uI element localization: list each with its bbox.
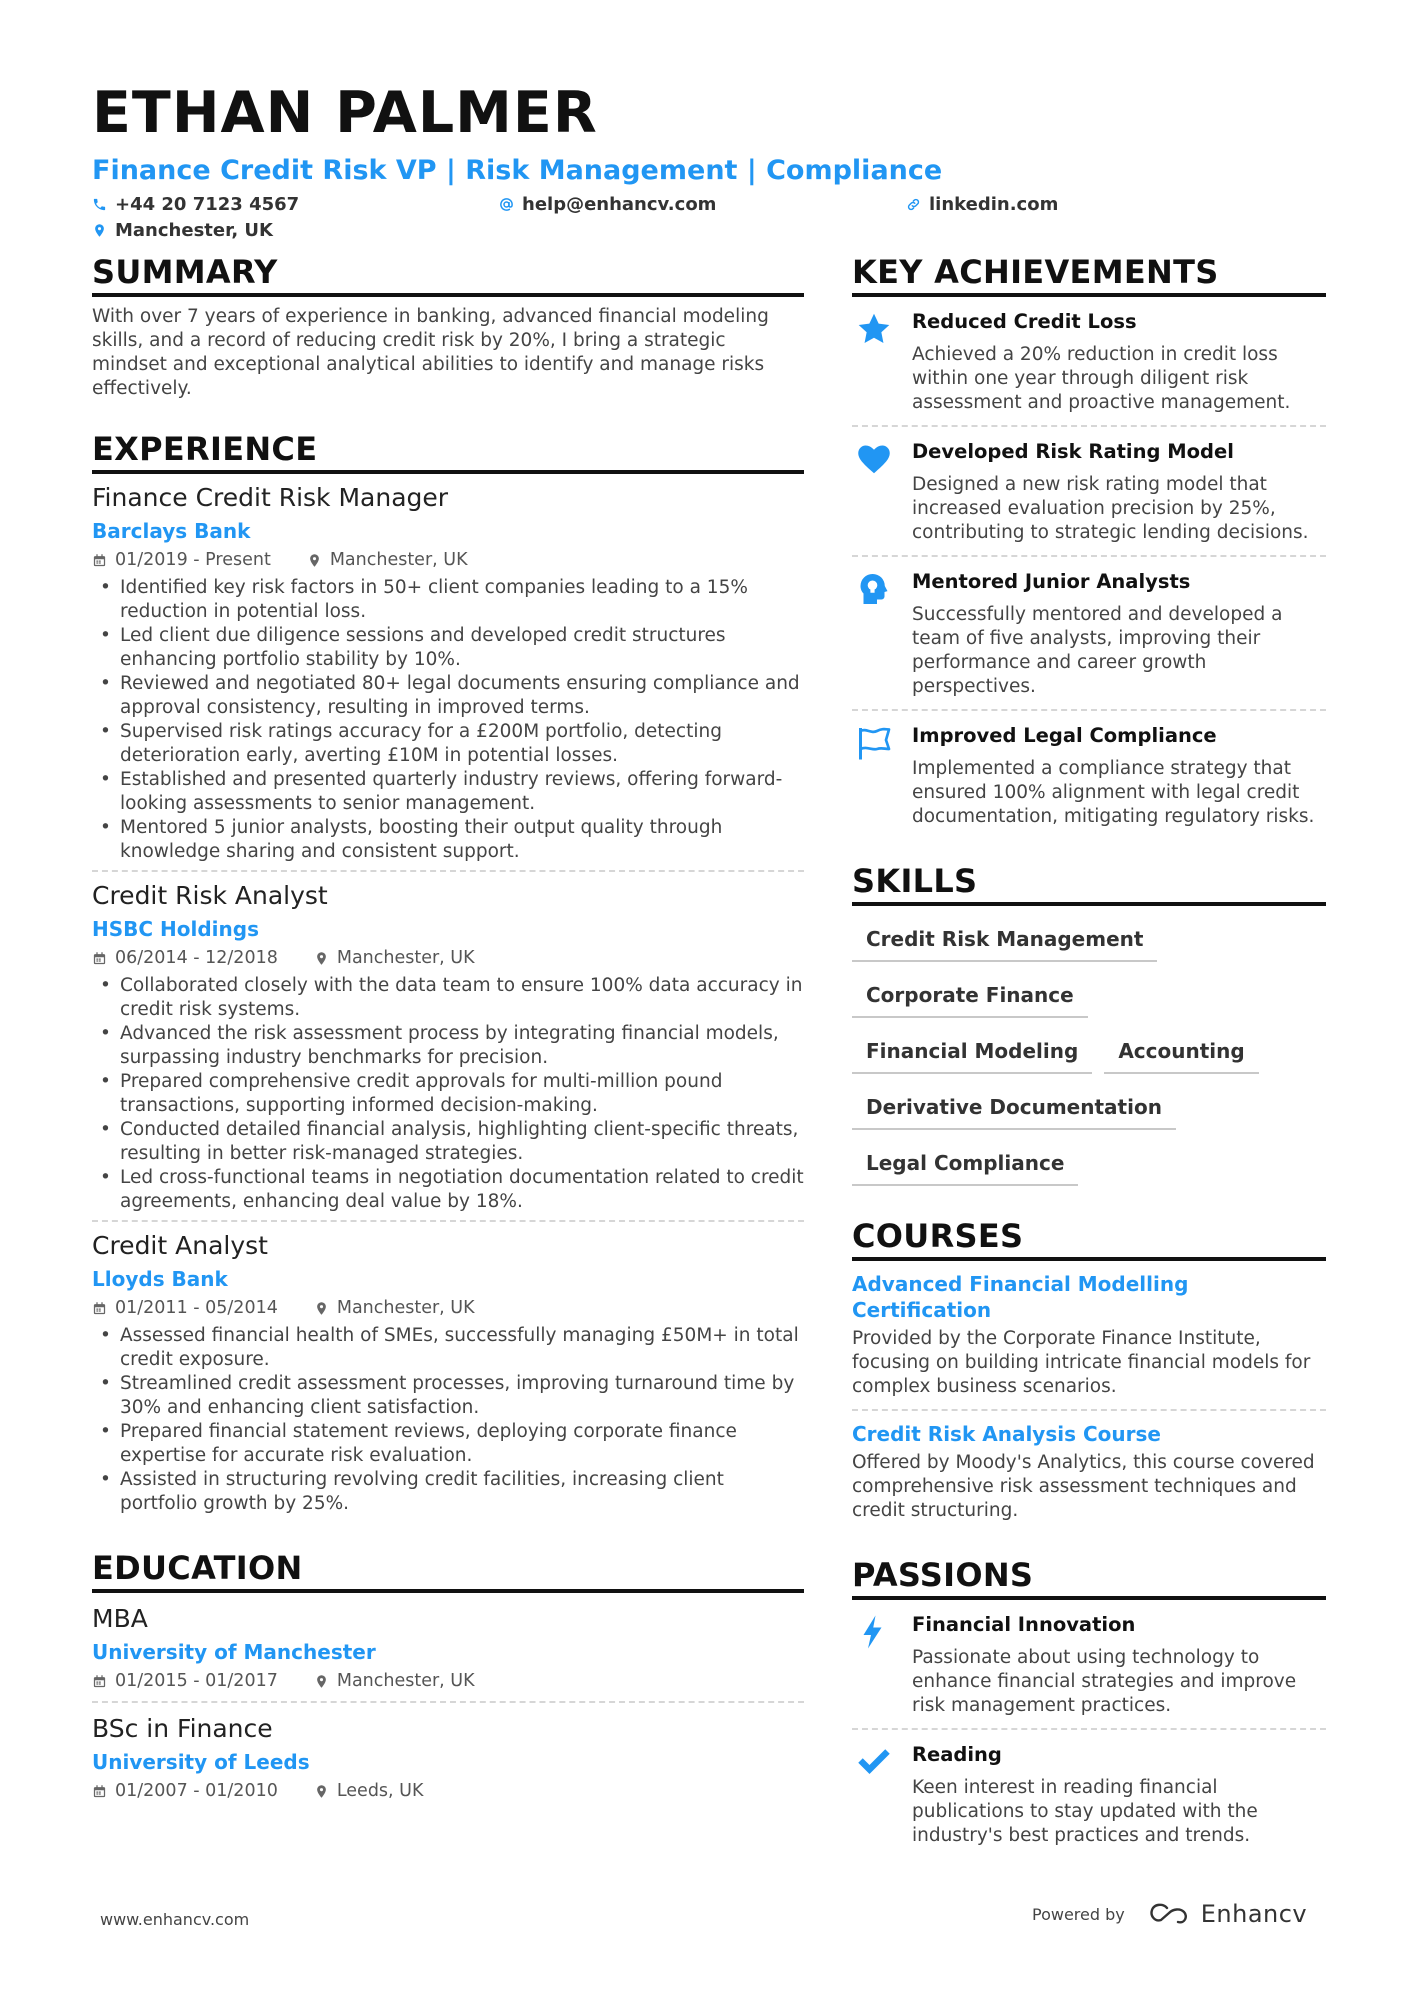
flag-icon <box>852 723 896 829</box>
bullet-item: • Collaborated closely with the data team to ensure 100% data accuracy in credit risk systems. <box>92 974 804 1022</box>
summary-title: SUMMARY <box>92 252 804 297</box>
achievement-desc: Designed a new risk rating model that increased evaluation precision by 25%, contributing to strategic lending decisions. <box>912 474 1309 543</box>
head-idea-icon <box>852 569 896 699</box>
location-pin-icon <box>307 553 322 568</box>
job-company: Barclays Bank <box>92 519 251 543</box>
bullet-item: • Conducted detailed financial analysis, highlighting client-specific threats, resulting in better risk-managed strategies. <box>92 1118 804 1166</box>
achievement-body <box>912 439 1326 545</box>
location-pin-icon <box>314 951 329 966</box>
job-location: Manchester, UK <box>336 948 475 968</box>
courses-section <box>852 1216 1326 1533</box>
job-dates: 01/2011 - 05/2014 <box>115 1298 278 1318</box>
education-location: Manchester, UK <box>336 1671 475 1691</box>
job-company: HSBC Holdings <box>92 917 259 941</box>
achievement-title: Improved Legal Compliance <box>912 724 1217 747</box>
linkedin-text: linkedin.com <box>929 194 1059 215</box>
passions-title: PASSIONS <box>852 1555 1326 1600</box>
bullet-item: • Established and presented quarterly industry reviews, offering forward-looking assessments to senior management. <box>92 768 804 816</box>
job-bullets <box>92 974 804 1214</box>
job-bullets <box>92 1324 804 1516</box>
contact-location <box>92 220 273 241</box>
left-column <box>92 252 804 1833</box>
course-title: Advanced Financial Modelling Certification <box>852 1272 1189 1322</box>
skill-tag: Legal Compliance <box>852 1138 1078 1186</box>
achievement-body <box>912 569 1326 699</box>
summary-text: With over 7 years of experience in banking, advanced financial modeling skills, and a record of reducing credit risk by 20%, I bring a strategic mindset and exceptional analytical abilities to identify and manage risks effectively. <box>92 306 769 399</box>
course-item <box>852 1411 1326 1533</box>
skill-tag: Derivative Documentation <box>852 1082 1176 1130</box>
brand-name: Enhancv <box>1200 1900 1308 1928</box>
headline: Finance Credit Risk VP | Risk Management | Compliance <box>92 155 943 186</box>
job-bullets <box>92 576 804 864</box>
skill-tag: Corporate Finance <box>852 970 1088 1018</box>
achievement-item <box>852 297 1326 427</box>
bullet-item: • Led cross-functional teams in negotiation documentation related to credit agreements, enhancing deal value by 18%. <box>92 1166 804 1214</box>
passion-title: Financial Innovation <box>912 1613 1136 1636</box>
phone-icon <box>92 197 107 212</box>
bullet-item: • Mentored 5 junior analysts, boosting their output quality through knowledge sharing and consistent support. <box>92 816 804 864</box>
education-meta <box>92 1669 804 1693</box>
heart-icon <box>852 439 896 545</box>
bullet-item: • Led client due diligence sessions and developed credit structures enhancing portfolio stability by 10%. <box>92 624 804 672</box>
right-column <box>852 252 1326 1880</box>
link-icon <box>906 197 921 212</box>
achievement-item <box>852 711 1326 839</box>
lightning-icon <box>852 1612 896 1718</box>
achievement-desc: Successfully mentored and developed a team of five analysts, improving their performance and career growth perspectives. <box>912 604 1283 697</box>
passion-item <box>852 1730 1326 1858</box>
job-entry <box>92 1222 804 1522</box>
achievements-title: KEY ACHIEVEMENTS <box>852 252 1326 297</box>
education-dates: 01/2015 - 01/2017 <box>115 1671 278 1691</box>
calendar-icon <box>92 1301 107 1316</box>
powered-by-text: Powered by <box>1032 1904 1125 1924</box>
calendar-icon <box>92 1784 107 1799</box>
job-title: Finance Credit Risk Manager <box>92 483 449 512</box>
school: University of Leeds <box>92 1750 310 1774</box>
achievement-title: Mentored Junior Analysts <box>912 570 1191 593</box>
footer-brand <box>1032 1900 1307 1928</box>
location-pin-icon <box>314 1674 329 1689</box>
contact-email[interactable] <box>499 194 716 215</box>
bullet-item: • Assessed financial health of SMEs, successfully managing £50M+ in total credit exposure. <box>92 1324 804 1372</box>
passion-body <box>912 1742 1326 1848</box>
bullet-item: • Assisted in structuring revolving credit facilities, increasing client portfolio growth by 25%. <box>92 1468 804 1516</box>
checkmark-icon <box>852 1742 896 1848</box>
job-dates: 01/2019 - Present <box>115 550 271 570</box>
education-dates: 01/2007 - 01/2010 <box>115 1781 278 1801</box>
location-pin-icon <box>314 1301 329 1316</box>
education-section <box>92 1548 804 1811</box>
achievement-body <box>912 723 1326 829</box>
skills-title: SKILLS <box>852 861 1326 906</box>
bullet-item: • Advanced the risk assessment process by integrating financial models, surpassing industry benchmarks for precision. <box>92 1022 804 1070</box>
achievement-item <box>852 427 1326 557</box>
job-entry <box>92 474 804 872</box>
job-location: Manchester, UK <box>336 1298 475 1318</box>
achievement-title: Developed Risk Rating Model <box>912 440 1234 463</box>
bullet-item: • Prepared financial statement reviews, deploying corporate finance expertise for accurate risk evaluation. <box>92 1420 804 1468</box>
calendar-icon <box>92 1674 107 1689</box>
bullet-item: • Supervised risk ratings accuracy for a £200M portfolio, detecting deterioration early, averting £10M in potential losses. <box>92 720 804 768</box>
achievement-item <box>852 557 1326 711</box>
phone-text: +44 20 7123 4567 <box>115 194 300 215</box>
experience-title: EXPERIENCE <box>92 429 804 474</box>
bullet-item: • Reviewed and negotiated 80+ legal documents ensuring compliance and approval consistency, resulting in improved terms. <box>92 672 804 720</box>
achievements-section <box>852 252 1326 839</box>
resume-header <box>92 80 1322 240</box>
email-text: help@enhancv.com <box>522 194 717 215</box>
courses-title: COURSES <box>852 1216 1326 1261</box>
bullet-item: • Streamlined credit assessment processes, improving turnaround time by 30% and enhancing client satisfaction. <box>92 1372 804 1420</box>
enhancv-logo[interactable] <box>1147 1900 1307 1928</box>
job-meta <box>92 946 804 970</box>
job-dates: 06/2014 - 12/2018 <box>115 948 278 968</box>
job-company: Lloyds Bank <box>92 1267 228 1291</box>
enhancv-logo-icon <box>1147 1902 1193 1926</box>
achievement-title: Reduced Credit Loss <box>912 310 1137 333</box>
job-meta <box>92 548 804 572</box>
passion-title: Reading <box>912 1743 1002 1766</box>
passion-desc: Passionate about using technology to enhance financial strategies and improve risk management practices. <box>912 1647 1297 1716</box>
contact-info <box>92 190 1322 240</box>
education-title: EDUCATION <box>92 1548 804 1593</box>
location-pin-icon <box>92 223 107 238</box>
job-location: Manchester, UK <box>329 550 468 570</box>
calendar-icon <box>92 951 107 966</box>
job-title: Credit Analyst <box>92 1231 268 1260</box>
course-desc: Provided by the Corporate Finance Institute, focusing on building intricate financial models for complex business scenarios. <box>852 1328 1311 1397</box>
skill-tag: Accounting <box>1104 1026 1258 1074</box>
school: University of Manchester <box>92 1640 376 1664</box>
job-entry <box>92 872 804 1222</box>
achievement-body <box>912 309 1326 415</box>
bullet-item: • Identified key risk factors in 50+ client companies leading to a 15% reduction in potential loss. <box>92 576 804 624</box>
course-title: Credit Risk Analysis Course <box>852 1422 1161 1446</box>
skills-section <box>852 861 1326 1194</box>
footer-website[interactable]: www.enhancv.com <box>100 1910 250 1929</box>
skill-tag: Financial Modeling <box>852 1026 1092 1074</box>
passion-desc: Keen interest in reading financial publications to stay updated with the industry's best practices and trends. <box>912 1777 1258 1846</box>
candidate-name: ETHAN PALMER <box>92 80 598 146</box>
education-meta <box>92 1779 804 1803</box>
star-icon <box>852 309 896 415</box>
education-entry <box>92 1703 804 1811</box>
calendar-icon <box>92 553 107 568</box>
achievement-desc: Implemented a compliance strategy that ensured 100% alignment with legal credit documentation, mitigating regulatory risks. <box>912 758 1315 827</box>
contact-linkedin[interactable] <box>906 194 1058 215</box>
passion-body <box>912 1612 1326 1718</box>
skills-list <box>852 914 1326 1194</box>
experience-section <box>92 429 804 1522</box>
location-pin-icon <box>314 1784 329 1799</box>
education-location: Leeds, UK <box>336 1781 424 1801</box>
summary-section <box>92 252 804 401</box>
course-desc: Offered by Moody's Analytics, this course covered comprehensive risk assessment techniques and credit structuring. <box>852 1452 1315 1521</box>
skill-tag: Credit Risk Management <box>852 914 1157 962</box>
passions-section <box>852 1555 1326 1858</box>
bullet-item: • Prepared comprehensive credit approvals for multi-million pound transactions, supporting informed decision-making. <box>92 1070 804 1118</box>
education-entry <box>92 1593 804 1703</box>
contact-phone <box>92 194 299 215</box>
degree: MBA <box>92 1604 148 1633</box>
at-icon <box>499 197 514 212</box>
passion-item <box>852 1600 1326 1730</box>
achievement-desc: Achieved a 20% reduction in credit loss within one year through diligent risk assessment and proactive management. <box>912 344 1291 413</box>
job-title: Credit Risk Analyst <box>92 881 328 910</box>
job-meta <box>92 1296 804 1320</box>
course-item <box>852 1261 1326 1411</box>
location-text: Manchester, UK <box>115 220 273 241</box>
degree: BSc in Finance <box>92 1714 273 1743</box>
